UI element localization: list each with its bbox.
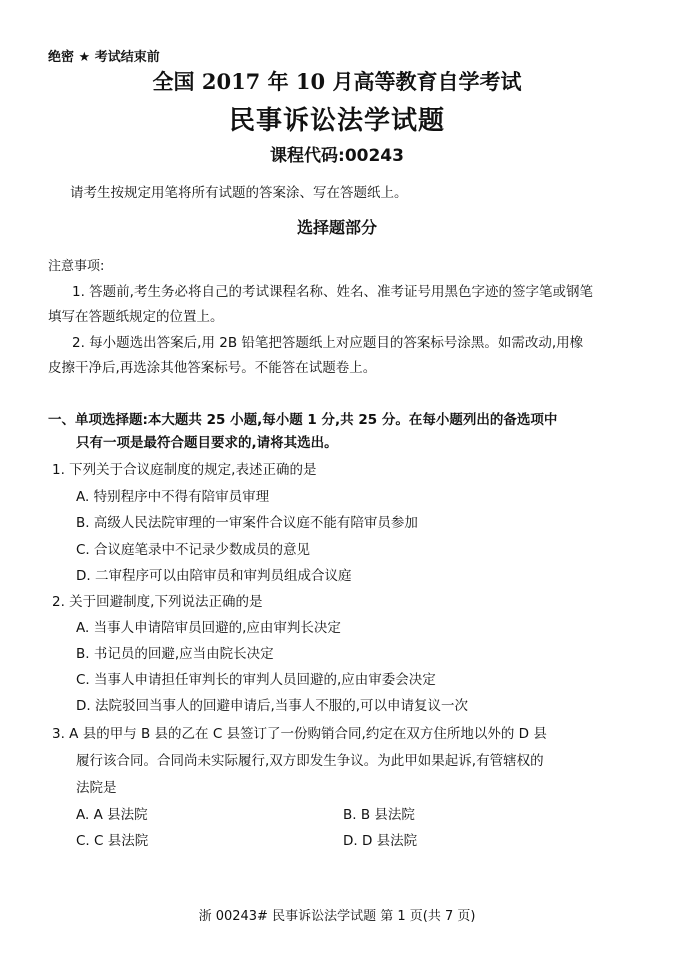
- question-option: B. 书记员的回避,应当由院长决定: [76, 646, 274, 662]
- question-stem: 1. 下列关于合议庭制度的规定,表述正确的是: [52, 462, 317, 478]
- answer-instruction: 请考生按规定用笔将所有试题的答案涂、写在答题纸上。: [70, 185, 408, 201]
- question-option: C. 当事人申请担任审判长的审判人员回避的,应由审委会决定: [76, 672, 436, 688]
- question-option: A. 特别程序中不得有陪审员审理: [76, 489, 270, 505]
- notes-heading: 注意事项:: [48, 259, 105, 274]
- question-option: C. C 县法院: [76, 833, 149, 849]
- question-option: D. 法院驳回当事人的回避申请后,当事人不服的,可以申请复议一次: [76, 698, 469, 714]
- part-one-heading-cont: 只有一项是最符合题目要求的,请将其选出。: [76, 435, 338, 451]
- question-stem-cont: 法院是: [76, 780, 117, 796]
- question-option: C. 合议庭笔录中不记录少数成员的意见: [76, 542, 311, 558]
- question-option: D. D 县法院: [343, 833, 418, 849]
- part-one-heading: 一、单项选择题:本大题共 25 小题,每小题 1 分,共 25 分。在每小题列出的备选项中: [48, 412, 558, 428]
- section-title: 选择题部分: [296, 218, 377, 237]
- question-stem: 2. 关于回避制度,下列说法正确的是: [52, 594, 263, 610]
- page-footer: 浙 00243# 民事诉讼法学试题 第 1 页(共 7 页): [198, 909, 476, 924]
- note-line: 皮擦干净后,再选涂其他答案标号。不能答在试题卷上。: [48, 360, 377, 376]
- question-stem: 3. A 县的甲与 B 县的乙在 C 县签订了一份购销合同,约定在双方住所地以外的 D 县: [52, 726, 547, 742]
- note-line: 2. 每小题选出答案后,用 2B 铅笔把答题纸上对应题目的答案标号涂黑。如需改动,用橡: [72, 335, 584, 351]
- question-option: A. 当事人申请陪审员回避的,应由审判长决定: [76, 620, 341, 636]
- question-option: A. A 县法院: [76, 807, 148, 823]
- note-line: 填写在答题纸规定的位置上。: [48, 309, 224, 325]
- subject-title: 民事诉讼法学试题: [228, 106, 445, 136]
- course-code: 课程代码:00243: [270, 146, 404, 166]
- note-line: 1. 答题前,考生务必将自己的考试课程名称、姓名、准考证号用黑色字迹的签字笔或钢笔: [72, 284, 593, 300]
- secret-mark: 绝密 ★ 考试结束前: [48, 50, 160, 65]
- question-option: B. B 县法院: [343, 807, 415, 823]
- question-option: D. 二审程序可以由陪审员和审判员组成合议庭: [76, 568, 352, 584]
- question-stem-cont: 履行该合同。合同尚未实际履行,双方即发生争议。为此甲如果起诉,有管辖权的: [76, 753, 544, 769]
- exam-title: 全国 2017 年 10 月高等教育自学考试: [152, 69, 522, 94]
- question-option: B. 高级人民法院审理的一审案件合议庭不能有陪审员参加: [76, 515, 418, 531]
